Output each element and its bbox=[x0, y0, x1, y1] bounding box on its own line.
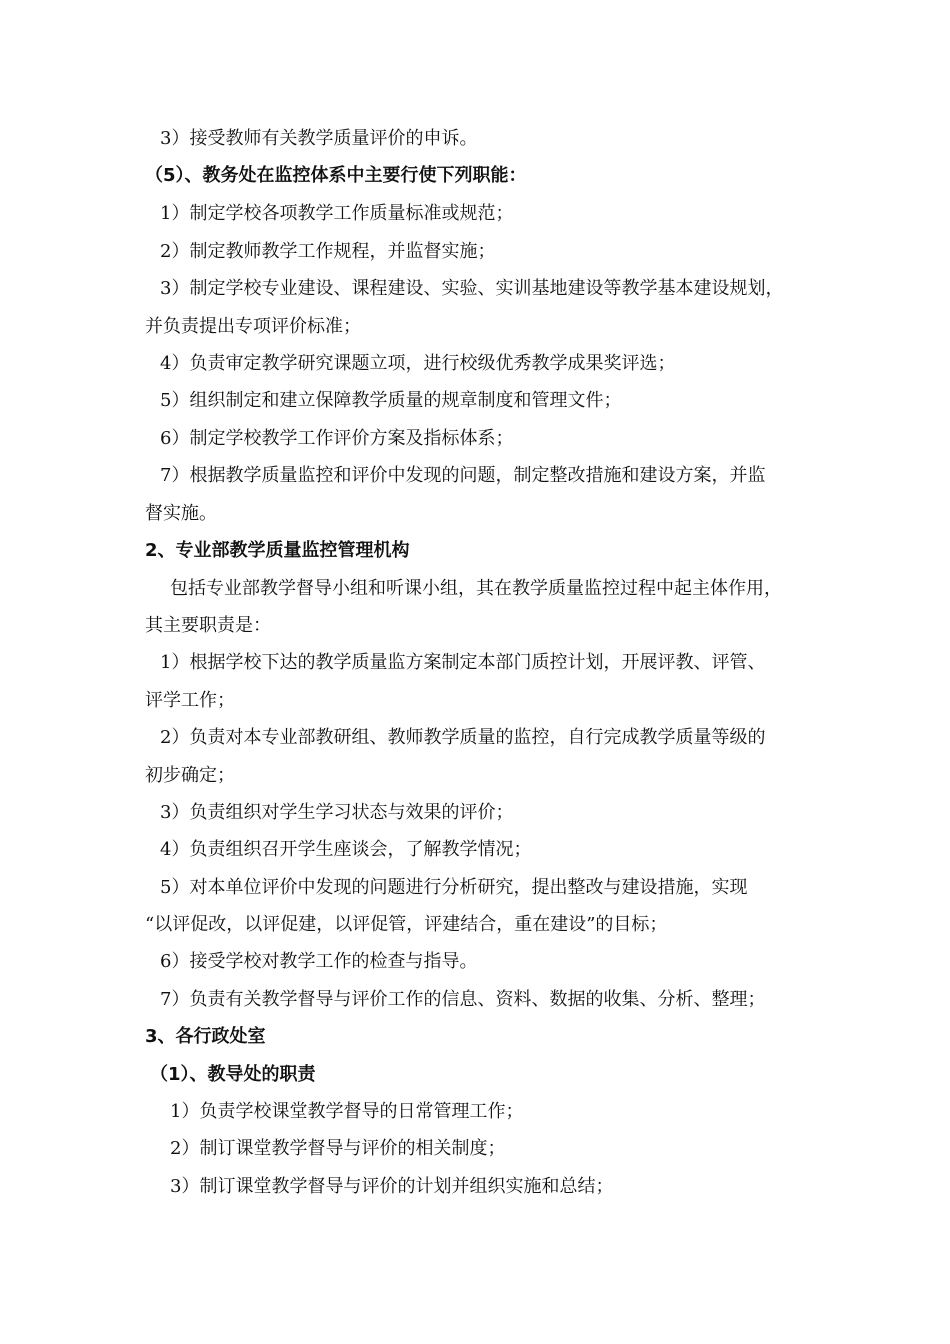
text-line: 6）制定学校教学工作评价方案及指标体系； bbox=[160, 428, 514, 449]
text-line: 1）制定学校各项教学工作质量标准或规范； bbox=[160, 203, 514, 224]
text-line: 并负责提出专项评价标准； bbox=[145, 316, 361, 337]
section-heading: （5）、教务处在监控体系中主要行使下列职能： bbox=[145, 165, 527, 186]
text-line: 6）接受学校对教学工作的检查与指导。 bbox=[160, 951, 478, 972]
section-heading: 3、各行政处室 bbox=[145, 1026, 266, 1047]
text-line: “以评促改，以评促建，以评促管，评建结合，重在建设”的目标； bbox=[145, 914, 668, 935]
text-line: 1）根据学校下达的教学质量监方案制定本部门质控计划，开展评教、评管、 bbox=[160, 652, 766, 673]
subsection-heading: （1）、教导处的职责 bbox=[150, 1064, 316, 1085]
text-line: 5）对本单位评价中发现的问题进行分析研究，提出整改与建设措施，实现 bbox=[160, 877, 748, 898]
text-line: 2）制定教师教学工作规程，并监督实施； bbox=[160, 241, 496, 262]
text-line: 3）制定学校专业建设、课程建设、实验、实训基地建设等教学基本建设规划， bbox=[160, 278, 784, 299]
text-line: 督实施。 bbox=[145, 503, 217, 524]
text-line: 其主要职责是： bbox=[145, 615, 271, 636]
text-line: 3）负责组织对学生学习状态与效果的评价； bbox=[160, 802, 514, 823]
text-line: 初步确定； bbox=[145, 765, 235, 786]
text-line: 3）制订课堂教学督导与评价的计划并组织实施和总结； bbox=[170, 1176, 614, 1197]
text-line: 评学工作； bbox=[145, 690, 235, 711]
section-heading: 2、专业部教学质量监控管理机构 bbox=[145, 540, 410, 561]
text-line: 包括专业部教学督导小组和听课小组，其在教学质量监控过程中起主体作用， bbox=[170, 578, 782, 599]
text-line: 4）负责组织召开学生座谈会，了解教学情况； bbox=[160, 839, 532, 860]
text-line: 7）根据教学质量监控和评价中发现的问题，制定整改措施和建设方案，并监 bbox=[160, 465, 766, 486]
text-line: 2）负责对本专业部教研组、教师教学质量的监控，自行完成教学质量等级的 bbox=[160, 727, 766, 748]
text-line: 3）接受教师有关教学质量评价的申诉。 bbox=[160, 128, 478, 149]
text-line: 1）负责学校课堂教学督导的日常管理工作； bbox=[170, 1101, 524, 1122]
text-line: 7）负责有关教学督导与评价工作的信息、资料、数据的收集、分析、整理； bbox=[160, 989, 766, 1010]
text-line: 4）负责审定教学研究课题立项，进行校级优秀教学成果奖评选； bbox=[160, 353, 676, 374]
text-line: 2）制订课堂教学督导与评价的相关制度； bbox=[170, 1138, 506, 1159]
text-line: 5）组织制定和建立保障教学质量的规章制度和管理文件； bbox=[160, 390, 622, 411]
